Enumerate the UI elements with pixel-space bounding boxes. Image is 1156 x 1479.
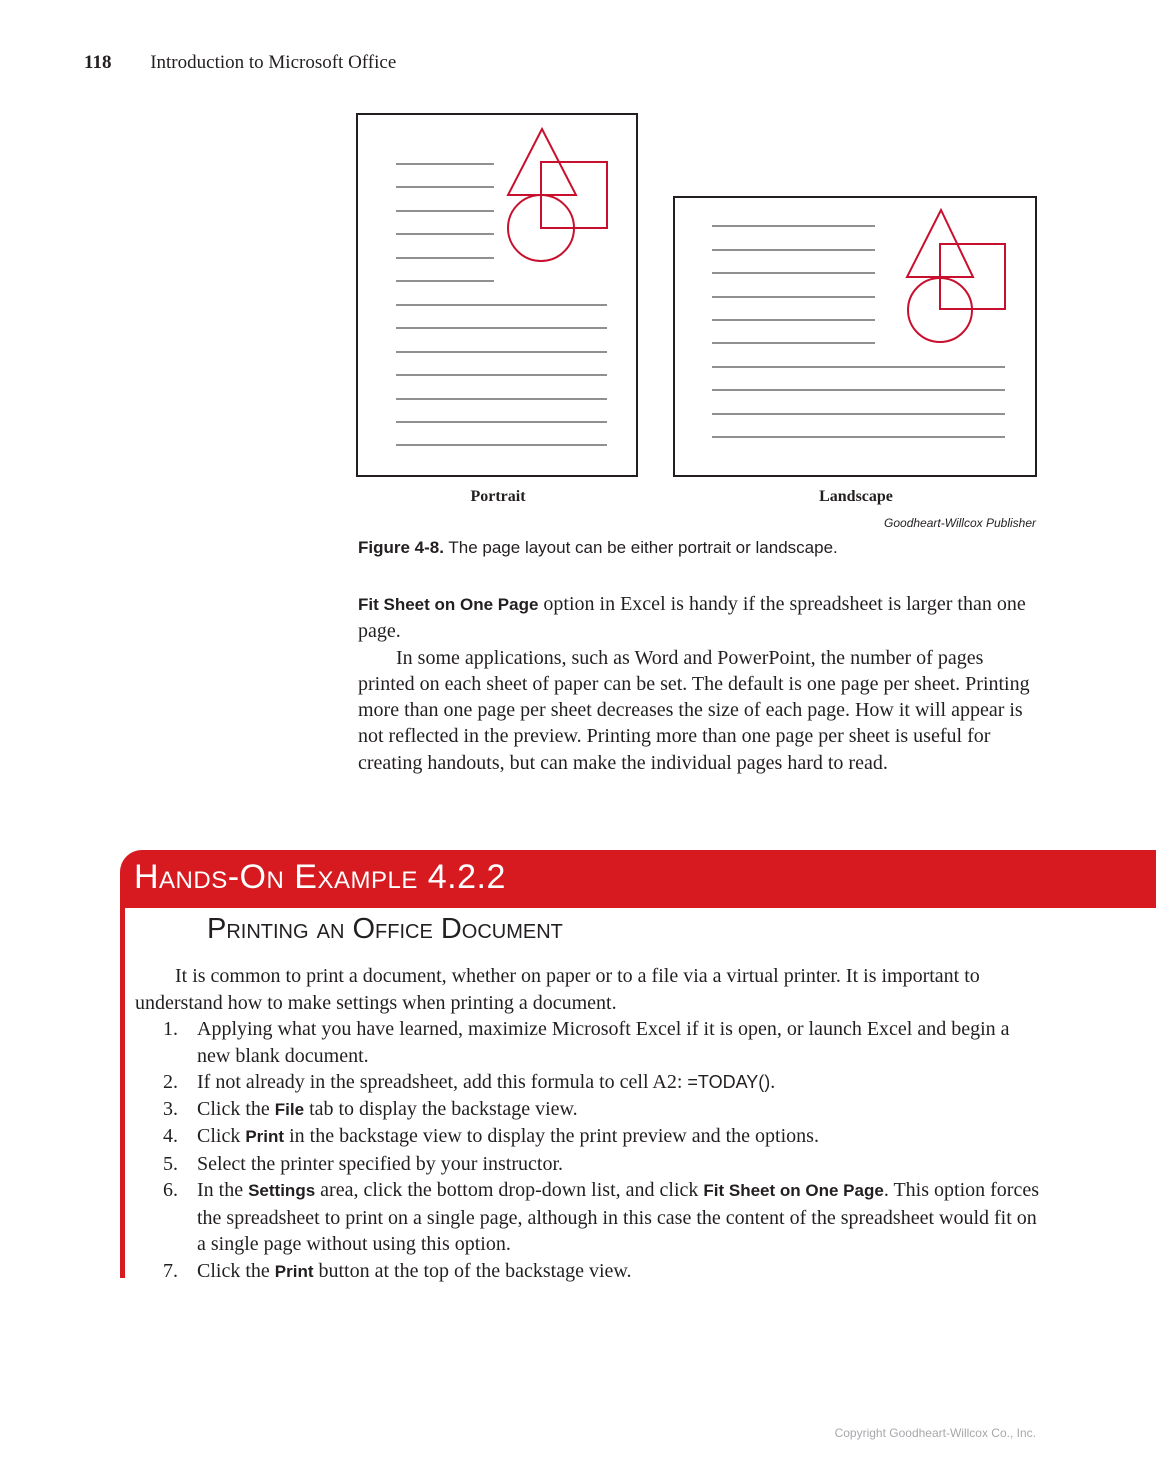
caption-text: The page layout can be either portrait or landscape. [443,538,838,557]
step-text: . This option forces the spreadsheet to print on a single page, although in this case the content of the spreadsheet would fit on a single page without using this option. [197,1179,1039,1255]
term-print: Print [274,1261,314,1281]
caption-label: Figure 4-8. [358,538,444,557]
portrait-shapes [508,129,607,261]
step-number: 4. [163,1125,178,1147]
portrait-label: Portrait [470,488,526,505]
landscape-shapes [907,210,1005,342]
formula-code: =TODAY() [687,1072,771,1092]
landscape-page [674,197,1036,476]
term-settings: Settings [248,1181,316,1200]
figure-page-layout [356,113,1038,483]
step-text: In the [197,1179,249,1201]
example-intro [135,963,1035,1016]
intro-text: It is common to print a document, whether on paper or to a file via a virtual printer. It is important to understand how to make settings when printing a document. [135,965,980,1014]
figure-credit: Goodheart-Willcox Publisher [884,516,1036,530]
step-text: in the backstage view to display the print preview and the options. [284,1125,819,1147]
body-text [358,591,1038,776]
list-item [163,1177,1043,1258]
page-number: 118 [84,52,112,73]
step-text: If not already in the spreadsheet, add this formula to cell A2: [197,1071,688,1093]
term-fit-sheet: Fit Sheet on One Page [358,595,539,614]
portrait-text-lines [396,164,607,445]
step-number: 1. [163,1018,178,1040]
list-item [163,1258,1043,1286]
step-text: Click the [197,1097,275,1120]
book-title: Introduction to Microsoft Office [150,52,397,73]
paragraph: In some applications, such as Word and PowerPoint, the number of pages printed on each sheet of paper can be set. The default is one page per sheet. Printing more than one page per sheet decreases the size of each page. How it will appear is not reflected in the preview. Printing more than one page per sheet is useful for creating handouts, but can make the individual pages hard to read. [358,646,1030,774]
list-item [163,1069,1043,1096]
paragraph-text: option in Excel is handy if the spreadsheet is larger than one page. [358,593,1026,643]
step-text: tab to display the backstage view. [304,1097,578,1120]
portrait-page [357,114,637,476]
figure-caption [358,538,838,558]
layout-illustration [356,113,1038,483]
list-item [163,1016,1043,1069]
paragraph [358,591,1038,645]
example-subtitle: Printing an Office Document [207,913,563,945]
step-text: Click [197,1125,246,1147]
step-text: button at the top of the backstage view. [313,1259,632,1282]
step-number: 7. [163,1259,178,1282]
list-item [163,1096,1043,1124]
running-header [84,52,396,74]
term-print: Print [245,1127,285,1146]
steps-list [163,1016,1043,1285]
step-text: . [770,1071,776,1093]
landscape-text-lines [712,226,1005,437]
term-fit-sheet: Fit Sheet on One Page [703,1181,884,1200]
step-number: 2. [163,1071,178,1093]
step-text: Applying what you have learned, maximize Microsoft Excel if it is open, or launch Excel and begin a new blank document. [197,1018,1010,1067]
landscape-label: Landscape [819,488,893,505]
step-text: Click the [197,1259,275,1282]
step-number: 6. [163,1179,178,1201]
list-item [163,1123,1043,1151]
example-left-rule [120,890,125,1278]
step-text: area, click the bottom drop-down list, and click [315,1179,704,1201]
step-number: 3. [163,1097,178,1120]
step-text: Select the printer specified by your instructor. [197,1152,564,1175]
example-title: Hands-On Example 4.2.2 [134,858,506,896]
term-file: File [274,1099,305,1119]
step-number: 5. [163,1152,178,1175]
list-item [163,1151,1043,1178]
copyright-footer: Copyright Goodheart-Willcox Co., Inc. [834,1426,1036,1440]
